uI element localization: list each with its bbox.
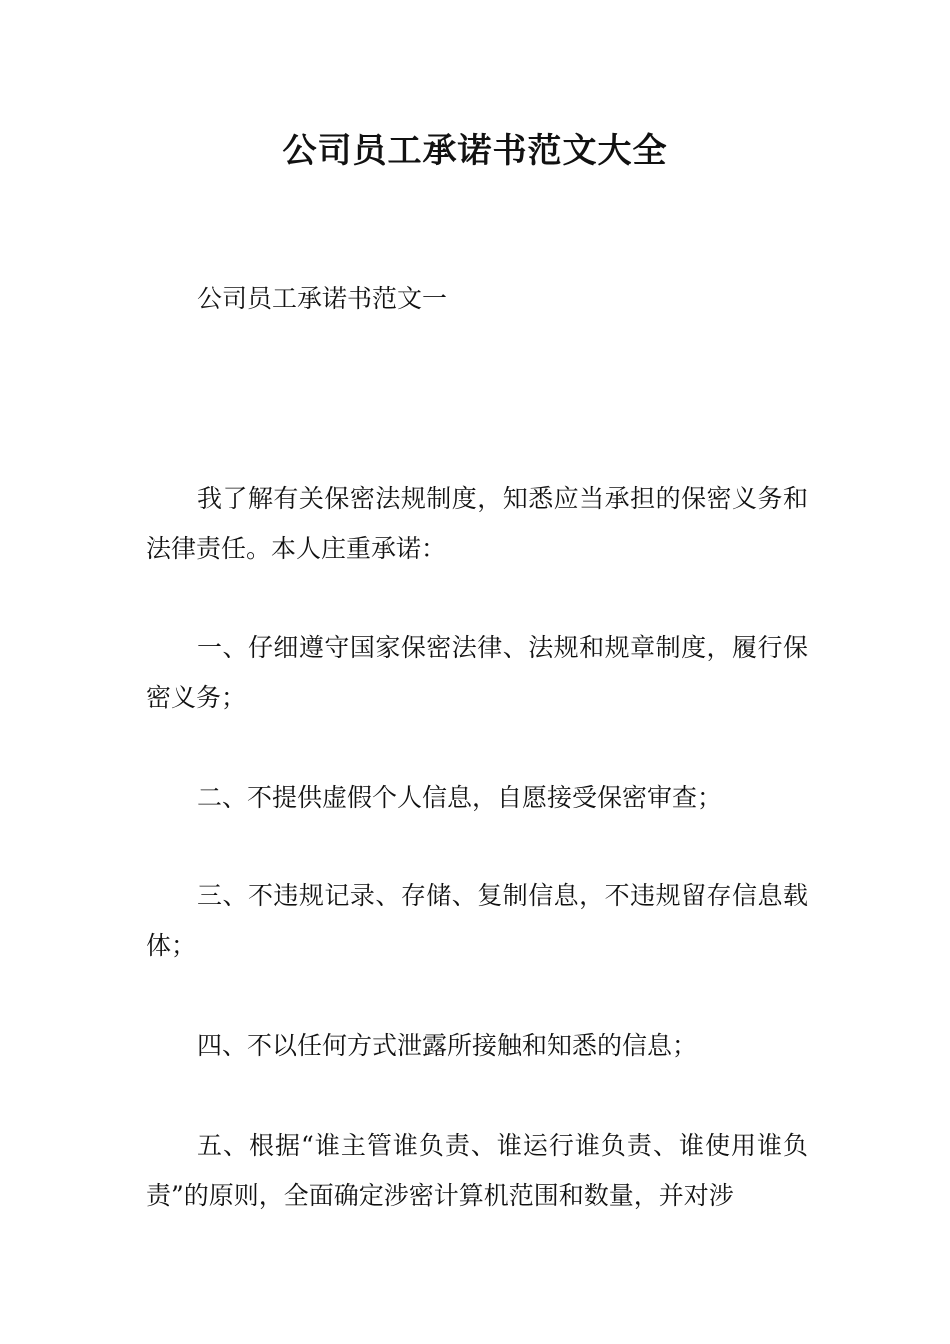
paragraph-item-2: 二、不提供虚假个人信息，自愿接受保密审查； [197, 783, 723, 812]
paragraph-item-1: 一、仔细遵守国家保密法律、法规和规章制度，履行保密义务； [146, 633, 808, 712]
section-heading: 公司员工承诺书范文一 [197, 284, 448, 313]
paragraph-item-4: 四、不以任何方式泄露所接触和知悉的信息； [197, 1031, 698, 1060]
paragraph-item-3: 三、不违规记录、存储、复制信息，不违规留存信息载体； [146, 881, 808, 960]
document-title: 公司员工承诺书范文大全 [282, 131, 668, 171]
paragraph-item-5: 五、根据“谁主管谁负责、谁运行谁负责、谁使用谁负责”的原则，全面确定涉密计算机范围和数量，并对涉 [146, 1131, 808, 1210]
paragraph-intro: 我了解有关保密法规制度，知悉应当承担的保密义务和法律责任。本人庄重承诺： [146, 484, 808, 563]
